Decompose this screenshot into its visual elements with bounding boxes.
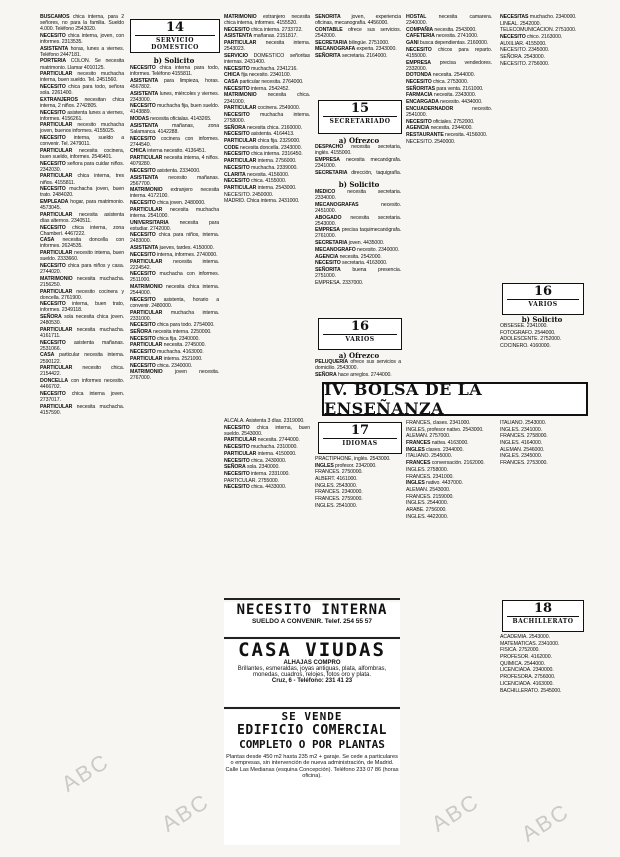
classified-ad: SEÑORA sola. 2340000. — [224, 464, 280, 471]
classified-ad: NECESITO chica para todo. 2754000. — [130, 322, 215, 329]
classified-ad: NECESITO interna, informes. 2740000. — [130, 251, 218, 258]
watermark: ABC — [427, 788, 484, 837]
classified-ad: FRANCES, clases. 2341000. — [406, 420, 471, 426]
classified-ad: NECESITO muchacha fija, buen sueldo. 4143889. — [130, 103, 219, 116]
classified-ad: PARTICULAR necesita interna. 2224542. — [130, 258, 219, 271]
classified-ad: ITALIANO. 2545000. — [406, 453, 452, 460]
classified-ad: NECESITO muchacha interna. 2758000. — [224, 111, 310, 125]
classified-column-6 — [500, 14, 586, 282]
classified-ad: FOTOGRAFO. 2544000. — [500, 329, 556, 336]
classified-ad: INGLES. 4164000. — [500, 440, 542, 447]
classified-ad: ENCARGADA necesito. 4434000. — [406, 99, 483, 106]
classified-ad: FRANCES. 2758000. — [500, 433, 548, 440]
classified-ad: OBSESEE. 2341000. — [500, 323, 548, 329]
classified-ad: SEÑORITAS para venta. 2161000. — [406, 85, 484, 92]
classified-ad: PARTICULAR interna. 2543000. — [224, 184, 297, 191]
classified-ad: NECESITO chica para todo, señora sola. 2261400. — [40, 84, 124, 97]
section-banner-bolsa-ensenanza — [322, 382, 588, 416]
classified-ad: INGLES. 4422000. — [406, 513, 448, 520]
classified-ad: UNIVERSITARIA necesita para estudiar. 2742000. — [130, 219, 219, 232]
section-number: 17 — [350, 423, 370, 438]
classified-ad: PARTICULAR necesita muchacha. 4157590. — [40, 403, 124, 416]
classified-ad: LINEAL. 2542000. — [500, 20, 541, 27]
classified-ad: NECESITO chica joven. 2480000. — [130, 200, 206, 207]
classified-ad: ALBERT. 4161000. — [315, 476, 358, 483]
classified-ad: CASA particular necesita. 2764000. — [224, 79, 304, 86]
classified-ad: CASA necesita doncella con informes. 2624535. — [40, 237, 124, 250]
classified-ad: CODE necesita doncella. 2343000. — [224, 144, 302, 151]
classified-ad: INGLES profesor. 2342000. — [315, 462, 377, 469]
classified-ad: NECESITO secretaria. 4163000. — [315, 260, 388, 267]
classified-ad: ASISTENTA mañanas, zona Salamanca. 4142288. — [130, 122, 219, 135]
classified-ad: ALEMAN. 2543000. — [406, 486, 451, 493]
classified-ad: SEÑORITA joven, experiencia oficinas, mecanografía. 4456000. — [315, 14, 401, 27]
section-number: 18 — [533, 601, 553, 616]
classified-ad: NECESITO oficiales. 2752000. — [406, 118, 475, 125]
classified-ad: NECESITO. 2450000. — [224, 191, 274, 198]
classified-ad: MECANOGRAFO necesito. 2340000. — [315, 246, 400, 253]
classified-ad: NECESITO muchacha. 2310000. — [224, 444, 298, 451]
classified-ad: COMPAÑIA necesita. 2543000. — [406, 26, 477, 33]
classified-ad: FRANCES. 2340000. — [315, 489, 363, 496]
classified-ad: PARTICULAR necesita. 2744000. — [224, 437, 300, 444]
classified-ad: NECESITO interna. 2331000. — [224, 470, 290, 477]
classified-ad: NECESITO chica para niños, interna. 2483000. — [130, 232, 219, 245]
section-label: SECRETARIADO — [323, 116, 397, 125]
classified-ad: AGENCIA necesita. 2542000. — [315, 253, 382, 260]
classified-ad: NECESITO muchacha. 4163000. — [130, 349, 204, 356]
ad-casa-viudas — [224, 640, 400, 706]
watermark: ABC — [57, 748, 114, 797]
watermark: ABC — [517, 798, 574, 847]
classified-ad: PARTICULAR. 2755000. — [224, 477, 279, 484]
subsection-ofrezco: a) Ofrezco — [338, 351, 380, 360]
classified-ad: MATRIMONIO extranjero necesita chica interna, informes. 4155520. — [224, 14, 310, 27]
classified-column-6c — [500, 420, 586, 596]
classified-ad: NECESITO muchacha. 2341216. — [224, 65, 298, 72]
classified-ad: PORTERIA COLON. Se necesita matrimonio. Llamar 4010125. — [40, 58, 124, 71]
classified-column-4e — [315, 456, 401, 596]
classified-ad: NECESITO chica interna, buen sueldo. 2543000. — [224, 424, 310, 437]
classified-ad: NECESITO chica para niños y casa. 2744020. — [40, 262, 124, 276]
ad-line: COMPLETO O POR PLANTAS — [239, 738, 385, 751]
ad-line: Cruz, 6 - Teléfono: 231 41 23 — [271, 678, 353, 684]
classified-ad: SECRETARIA joven. 4435000. — [315, 240, 385, 247]
classified-ad: ASISTENTA mañanas. 2151817. — [224, 33, 298, 40]
classified-ad: NECESITO muchacha joven, buen trato. 2484020. — [40, 186, 124, 199]
classified-ad: NECESITO chica. 2430000. — [224, 457, 287, 464]
classified-ad: ASISTENTA para limpieza, horas. 4567802. — [130, 77, 219, 90]
ad-title: NECESITO INTERNA — [236, 602, 388, 618]
classified-ad: NECESITO chica. 2753000. — [406, 79, 469, 86]
classified-ad: INGLES. 2341000. — [500, 426, 542, 433]
classified-ad: NECESITO asistenta. 2334000. — [130, 167, 201, 174]
classified-ad: LICENCIADA. 4163000. — [500, 680, 554, 687]
classified-column-4b — [315, 144, 401, 176]
classified-ad: CHICA fija necesito. 2340100. — [224, 72, 291, 79]
subsection-solicito: b) Solicito — [153, 56, 195, 65]
classified-ad: ASISTENTA necesito mañanas. 2567700. — [130, 174, 219, 187]
classified-ad: ALEMAN. 2546000. — [500, 446, 545, 453]
classified-ad: NECESITO asistenta mañanas. 2531066. — [40, 339, 124, 352]
classified-ad: FRANCES conversación. 2162000. — [406, 460, 485, 467]
classified-ad: NECESITO muchacha. 2339000. — [224, 164, 298, 171]
ad-line: Brillantes, esmeraldas, joyas antiguas, plata, alfombras, monedas, cuadros, relojes, fotos oro y plata. — [237, 666, 387, 678]
classified-ad: ACADEMIA. 2543000. — [500, 634, 550, 640]
classified-ad: SEÑORA. 2543000. — [500, 54, 545, 61]
classified-column-4d — [315, 359, 401, 379]
section-number: 14 — [165, 20, 185, 35]
section-header-idiomas — [318, 422, 402, 454]
classified-column-3b — [224, 418, 310, 596]
section-label: IDIOMAS — [323, 438, 397, 447]
classified-column-1 — [40, 14, 124, 854]
classified-ad: NECESITO interna. 2542452. — [224, 85, 290, 92]
section-label: VARIOS — [323, 334, 397, 343]
classified-ad: ASISTENTA jueves, tardes. 4150000. — [130, 245, 214, 252]
classified-column-2 — [130, 65, 219, 845]
classified-ad: NECESITO asistenta. 4164413. — [224, 131, 295, 138]
classified-ad: ASISTENTA lunes, miércoles y viernes. 2343000. — [130, 90, 219, 103]
classified-ad: PARTICULAR chica interna, tres niños. 4155811. — [40, 173, 124, 186]
classified-ad: MODAS necesita oficialas. 4143265. — [130, 116, 212, 123]
classified-ad: PARTICULAR necesita. 2745000. — [130, 342, 206, 349]
section-number: 16 — [350, 319, 370, 334]
classified-ad: SERVICIO DOMESTICO señoritas internas. 2431400. — [224, 52, 310, 66]
classified-ad: TELECOMUNICACION. 2751000. — [500, 27, 577, 34]
ad-title: EDIFICIO COMERCIAL — [237, 723, 387, 738]
classified-ad: PARTICULAR necesita muchacha. 4161711. — [40, 326, 124, 339]
classified-ad: FARMACIA necesita. 2343000. — [406, 92, 476, 99]
classified-ad: FRANCES. 2341000. — [406, 473, 454, 480]
classified-ad: GANI busca dependientas. 2160000. — [406, 40, 489, 47]
classified-ad: DESPACHO necesita secretaria, inglés. 4155000. — [315, 144, 401, 157]
classified-ad: PRACTIPHONE, inglés. 2543000. — [315, 456, 391, 462]
classified-ad: EMPRESA precisa vendedores. 2332000. — [406, 59, 492, 72]
classified-ad: PARTICULAR necesita cocinera, buen sueldo, informes. 2546401. — [40, 147, 124, 160]
section-number: 15 — [350, 101, 370, 116]
classified-ad: SEÑORA hace arreglos. 2744000. — [315, 371, 392, 378]
classified-ad: MECANOGRAFAS necesito. 2451000. — [315, 201, 401, 214]
classified-ad: MATRIMONIO necesita chica interna. 2544000. — [130, 284, 219, 297]
classified-ad: EMPRESA precisa taquimecanógrafa. 2761000. — [315, 227, 401, 240]
subsection-ofrezco: a) Ofrezco — [338, 136, 380, 145]
classified-ad: PARTICULAR muchacha interna. 2331000. — [130, 309, 219, 322]
classified-ad: NECESITO chica interna. 2316450. — [224, 151, 303, 158]
classified-ad: ADOLESCENTE. 2752000. — [500, 336, 562, 343]
classified-ad: NECESITO chica interna. 2733722. — [224, 26, 303, 33]
classified-ad: FISICA. 2752000. — [500, 647, 540, 654]
classified-ad: PARTICULAR interna. 2756000. — [224, 158, 297, 165]
classified-ad: NECESITO interna, buen trato, informes. 2349118. — [40, 301, 124, 314]
classified-ad: CONTABLE ofrece sus servicios. 2542000. — [315, 26, 401, 39]
classified-ad: AUXILIAR. 4155000. — [500, 40, 547, 47]
classified-ad: INGLES clases. 2344000. — [406, 446, 464, 453]
classified-ad: NECESITO chica interna joven. 2737017. — [40, 390, 124, 403]
classified-ad: MEDICO necesita secretaria. 2334000. — [315, 189, 401, 202]
classified-ad: FRANCES nativa. 4163000. — [406, 440, 469, 447]
classified-ad: SECRETARIA dirección, taquigrafía. — [315, 169, 401, 176]
classified-ad: INGLES. 2758000. — [406, 466, 448, 473]
classified-ad: EMPRESA. 2337000. — [315, 279, 364, 286]
classified-ad: NECESITO chica. 4155000. — [224, 178, 287, 185]
classified-ad: AGENCIA necesita. 2344000. — [406, 125, 473, 132]
classified-ad: NECESITO chica. 2340000. — [130, 362, 193, 369]
ad-edificio-comercial — [224, 710, 400, 845]
classified-ad: NECESITO interna, sueldo a convenir. Tel. 2479011. — [40, 135, 124, 148]
section-header-bachillerato — [502, 600, 584, 632]
classified-ad: NECESITO asistenta, horario a convenir. 2480000. — [130, 296, 219, 309]
classified-ad: NECESITAS muchacho. 2340000. — [500, 14, 577, 20]
classified-ad: MATRIMONIO extranjero necesita interna. 4172100. — [130, 187, 219, 200]
classified-column-6b — [500, 323, 586, 375]
ad-line: ALHAJAS COMPRO — [283, 660, 341, 666]
classified-ad: EMPLEADA hogar, para matrimonio. 4573045. — [40, 199, 124, 212]
classified-ad: NECESITO. 2345000. — [500, 47, 550, 54]
classified-ad: NECESITO asistenta lunes a viernes, informes. 4156261. — [40, 109, 124, 122]
subsection-solicito: b) Solicito — [521, 315, 563, 324]
classified-ad: NECESITO chica fija. 2340000. — [130, 335, 200, 342]
classified-ad: MATRIMONIO necesita muchacha. 2156250. — [40, 275, 124, 288]
classified-ad: QUIMICA. 2544000. — [500, 660, 546, 667]
section-header-varios — [318, 318, 402, 350]
classified-ad: INGLES. 2541000. — [315, 502, 357, 509]
classified-ad: SEÑORA sola necesita chica joven. 2480530. — [40, 314, 124, 327]
classified-ad: FRANCES. 2753000. — [500, 460, 548, 467]
section-label: SERVICIO DOMESTICO — [135, 35, 215, 51]
classified-ad: PARTICULAR necesito muchacha joven, buenos informes. 4155025. — [40, 122, 124, 135]
section-number: 16 — [533, 284, 553, 299]
classified-ad: PARTICULAR necesito muchacha interna, buen sueldo. Tel. 2451560. — [40, 71, 124, 84]
classified-ad: INGLES. 2544000. — [406, 500, 448, 507]
section-header-varios-right — [502, 283, 584, 315]
classified-ad: PROFESORA. 2756000. — [500, 674, 556, 681]
classified-ad: NECESITO cocinera con informes. 2744540. — [130, 135, 219, 148]
section-header-servicio-domestico — [130, 19, 220, 53]
classified-ad: PARTICULAR necesita asistenta días alternos. 2340511. — [40, 211, 124, 224]
classified-ad: NECESITO. 2756000. — [500, 60, 550, 67]
classified-ad: RESTAURANTE necesita. 4156000. — [406, 132, 488, 138]
classified-ad: PARTICULAR necesito interna, buen sueldo. 2333660. — [40, 250, 124, 263]
section-header-secretariado — [318, 100, 402, 134]
classified-ad: MATRIMONIO joven necesita. 2767000. — [130, 369, 219, 382]
classified-ad: ENCUADERNADOR necesito. 2541000. — [406, 105, 492, 118]
classified-ad: CLARITA necesita. 4156000. — [224, 171, 290, 178]
classified-ad: INGLES. 2345000. — [500, 453, 542, 460]
classified-ad: PARTICULAR necesito chica. 2154422. — [40, 365, 124, 378]
classified-ad: INGLES nativo. 4437000. — [406, 480, 463, 487]
classified-ad: BACHILLERATO. 2545000. — [500, 687, 562, 694]
classified-ad: ITALIANO. 2543000. — [500, 420, 546, 426]
classified-ad: MATRIMONIO necesita chica. 2341000. — [224, 92, 310, 105]
classified-ad: PARTICULAR necesito cocinera y doncella. 2761900. — [40, 288, 124, 301]
classified-ad: MADRID. Chica interna. 2431000. — [224, 198, 300, 205]
classified-ad: EMPRESA necesita mecanógrafa. 2341000. — [315, 156, 401, 169]
classified-ad: PARTICULAR interna. 2521000. — [130, 355, 203, 362]
banner-title: IV. BOLSA DE LA ENSEÑANZA — [324, 380, 483, 418]
classified-ad: EXTRANJEROS necesitan chica interna, 2 niños. 2742805. — [40, 96, 124, 109]
classified-ad: ASISTENTA horas, lunes a viernes. Teléfono 2447181. — [40, 45, 124, 58]
classified-ad: ARABE. 2756000. — [406, 506, 447, 513]
classified-ad: NECESITO. 2540000. — [406, 138, 456, 145]
classified-ad: INGLES, profesor nativo. 2543000. — [406, 426, 484, 433]
classified-column-5 — [406, 14, 492, 376]
classified-ad: DONCELLA con informes necesito. 4466702. — [40, 377, 124, 391]
classified-ad: HOSTAL necesita camarera. 2340000. — [406, 14, 492, 27]
classified-ad: CAFETERIA necesita. 2741000. — [406, 33, 479, 40]
classified-ad: NECESITO chica. 4433000. — [224, 484, 287, 491]
classified-ad: SECRETARIA bilingüe. 2751000. — [315, 39, 390, 46]
classified-ad: CHICA interna necesito. 4136451. — [130, 148, 206, 155]
classified-ad: LICENCIADA. 2340000. — [500, 667, 554, 674]
classified-column-4a — [315, 14, 401, 98]
ad-title: CASA VIUDAS — [238, 639, 386, 661]
classified-ad: ALCALA. Asistenta 3 días. 2319000. — [224, 418, 305, 424]
classified-ad: PARTICULAR necesita interna, 4 niños. 4079280. — [130, 155, 219, 168]
classified-ad: COCINERO. 4160000. — [500, 343, 551, 350]
classified-ad: PARTICULAR interna. 4150000. — [224, 450, 297, 457]
classified-ad: PARTICULAR necesita muchacha interna. 2541000. — [130, 206, 219, 219]
classified-ad: PARTICULAR cocinera. 2549000. — [224, 105, 301, 112]
classified-ad: MATEMATICAS. 2341000. — [500, 640, 560, 647]
classified-column-5b — [406, 420, 492, 845]
classified-ad: INGLES. 2543000. — [315, 482, 357, 489]
classified-ad: SEÑORITA buena presencia. 2751000. — [315, 266, 401, 279]
classified-ad: DOTONDA necesita. 2544000. — [406, 72, 475, 79]
ad-necesito-interna — [224, 602, 400, 636]
ad-body: Plantas desde 450 m2 hasta 235 m2 + garaje. Se cede a particulares o empresas, sin intervención de nueva administración, de Madrid. Calle Las Medianas (esquina Concepción). Teléfono 233 07 86 (horas oficina). — [225, 754, 399, 780]
classified-ad: NECESITO chica interna, zona Chamberí. 4467222. — [40, 224, 124, 237]
classified-ad: BUSCAMOS chica interna, para 2 señores, no para la familia. Sueldo 4.000. Teléfono 2543020. — [40, 14, 124, 33]
classified-ad: ABOGADO necesita secretaria. 2543000. — [315, 214, 401, 227]
classified-ad: MECANOGRAFA experta. 2343000. — [315, 46, 397, 53]
classified-ad: SEÑORA necesita interna. 2250000. — [130, 329, 212, 336]
section-label: VARIOS — [507, 299, 579, 308]
classified-ad: NECESITO muchacha con informes. 2511000. — [130, 271, 219, 284]
watermark: ABC — [157, 788, 214, 837]
divider — [224, 707, 400, 709]
classified-ad: SEÑORITA secretaria. 2164000. — [315, 52, 388, 59]
classified-ad: SEÑORA necesita chica. 2160000. — [224, 124, 302, 131]
classified-column-4c — [315, 189, 401, 313]
classified-ad: PROFESOR. 4162000. — [500, 654, 552, 661]
classified-column-3 — [224, 14, 310, 414]
classified-ad: PARTICULAR necesita interna. 2543023. — [224, 40, 310, 53]
classified-ad: NECESITO chicos para reparto. 4155000. — [406, 46, 492, 59]
classified-ad: NECESITO chica interna, joven, con informes. 2313535. — [40, 32, 124, 45]
classified-ad: PARTICULAR chica fija. 2329000. — [224, 138, 301, 145]
ad-line: SE VENDE — [281, 710, 343, 723]
classified-ad: NECESITO chica interna para todo, informes. Teléfono 4155811. — [130, 65, 219, 78]
classified-ad: CASA particular necesita interna. 2590122. — [40, 352, 124, 365]
classified-ad: PELUQUERIA ofrece sus servicios a domicilio. 2543000. — [315, 359, 401, 372]
classified-ad: NECESITO chico. 2163000. — [500, 34, 563, 41]
divider — [224, 598, 400, 600]
classified-ad: FRANCES. 2159000. — [406, 493, 454, 500]
classified-ad: ALEMAN. 2757000. — [406, 433, 451, 440]
classified-ad: FRANCES. 2750000. — [315, 469, 363, 476]
subsection-solicito: b) Solicito — [338, 180, 380, 189]
classified-ad: FRANCES. 2759000. — [315, 496, 363, 503]
ad-subtitle: SUELDO A CONVENIR. Telef. 254 55 57 — [251, 618, 373, 625]
classified-ad: NECESITO señora para cuidar niños. 2342030. — [40, 160, 124, 173]
section-label: BACHILLERATO — [507, 616, 579, 625]
